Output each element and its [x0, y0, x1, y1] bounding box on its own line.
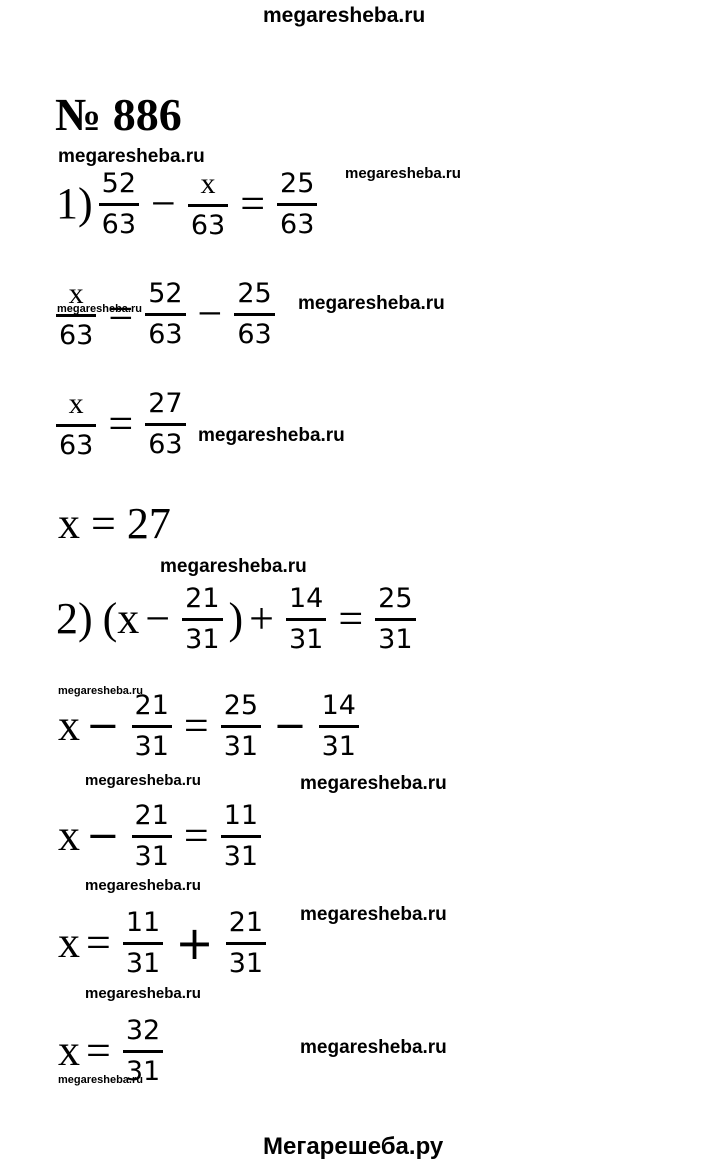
problem-number: № 886 [55, 89, 182, 140]
fraction: $\frac{21}{31}$ [182, 583, 222, 656]
minus-sign: − [151, 179, 176, 229]
minus-sign: − [273, 703, 307, 750]
watermark: megaresheba.ru [300, 773, 447, 794]
part-label: 1) [56, 179, 93, 229]
watermark: megaresheba.ru [345, 165, 461, 182]
variable-x: x [58, 918, 80, 968]
part-label: 2) [56, 594, 93, 644]
fraction: $\frac{14}{31}$ [286, 583, 326, 656]
open-paren-x: (x [102, 594, 140, 644]
footer-site-link[interactable]: Мегарешеба.ру [263, 1133, 444, 1160]
watermark: megaresheba.ru [57, 303, 142, 315]
fraction: $\frac{52}{63}$ [99, 168, 139, 241]
fraction: $\frac{25}{63}$ [277, 168, 317, 241]
plus-sign: + [249, 594, 274, 644]
part2-step-1 [58, 690, 365, 763]
part2-equation [56, 583, 422, 656]
watermark: megaresheba.ru [85, 877, 201, 894]
fraction: $\frac{25}{63}$ [234, 278, 274, 351]
watermark: megaresheba.ru [298, 293, 445, 314]
fraction: $\frac{27}{63}$ [145, 388, 185, 461]
equals-sign: = [183, 701, 209, 751]
fraction: $\frac{11}{31}$ [123, 907, 163, 980]
fraction: $\frac{21}{31}$ [132, 800, 172, 873]
watermark: megaresheba.ru [160, 556, 307, 577]
minus-sign: − [197, 289, 223, 339]
equals-sign: = [240, 179, 266, 229]
fraction: $\frac{14}{31}$ [319, 690, 359, 763]
watermark: megaresheba.ru [58, 146, 205, 167]
fraction: $\frac{21}{31}$ [226, 907, 266, 980]
answer-text: x = 27 [58, 499, 171, 548]
minus-sign: − [86, 813, 120, 860]
fraction: $\frac{x}{63}$ [56, 386, 96, 462]
watermark: megaresheba.ru [300, 904, 447, 925]
variable-x: x [58, 811, 80, 861]
fraction: $\frac{32}{31}$ [123, 1015, 163, 1088]
minus-sign: − [86, 703, 120, 750]
header-site-link[interactable]: megaresheba.ru [263, 4, 426, 27]
part1-step-1 [50, 276, 281, 352]
part1-step-2 [50, 386, 192, 462]
fraction: $\frac{25}{31}$ [221, 690, 261, 763]
close-paren: ) [228, 594, 244, 644]
watermark: megaresheba.ru [85, 985, 201, 1002]
equals-sign: = [108, 399, 134, 449]
watermark: megaresheba.ru [198, 425, 345, 446]
part2-step-3 [58, 907, 272, 980]
watermark: megaresheba.ru [58, 685, 143, 697]
part1-answer [58, 499, 171, 548]
part2-step-2 [58, 800, 267, 873]
variable-x: x [58, 701, 80, 751]
equals-sign: = [183, 811, 209, 861]
fraction: $\frac{x}{63}$ [188, 166, 228, 242]
variable-x: x [58, 1026, 80, 1076]
part2-answer [58, 1015, 169, 1088]
fraction: $\frac{11}{31}$ [221, 800, 261, 873]
part1-equation [56, 166, 323, 242]
equals-sign: = [108, 289, 134, 339]
watermark: megaresheba.ru [85, 772, 201, 789]
equals-sign: = [86, 918, 111, 968]
watermark: megaresheba.ru [300, 1037, 447, 1058]
fraction: $\frac{52}{63}$ [145, 278, 185, 351]
minus-sign: − [145, 594, 171, 644]
plus-sign: + [175, 916, 214, 971]
equals-sign: = [86, 1026, 111, 1076]
fraction: $\frac{x}{63}$ [56, 276, 96, 352]
equals-sign: = [338, 594, 364, 644]
fraction: $\frac{25}{31}$ [375, 583, 415, 656]
watermark: megaresheba.ru [58, 1074, 143, 1086]
fraction: $\frac{21}{31}$ [132, 690, 172, 763]
